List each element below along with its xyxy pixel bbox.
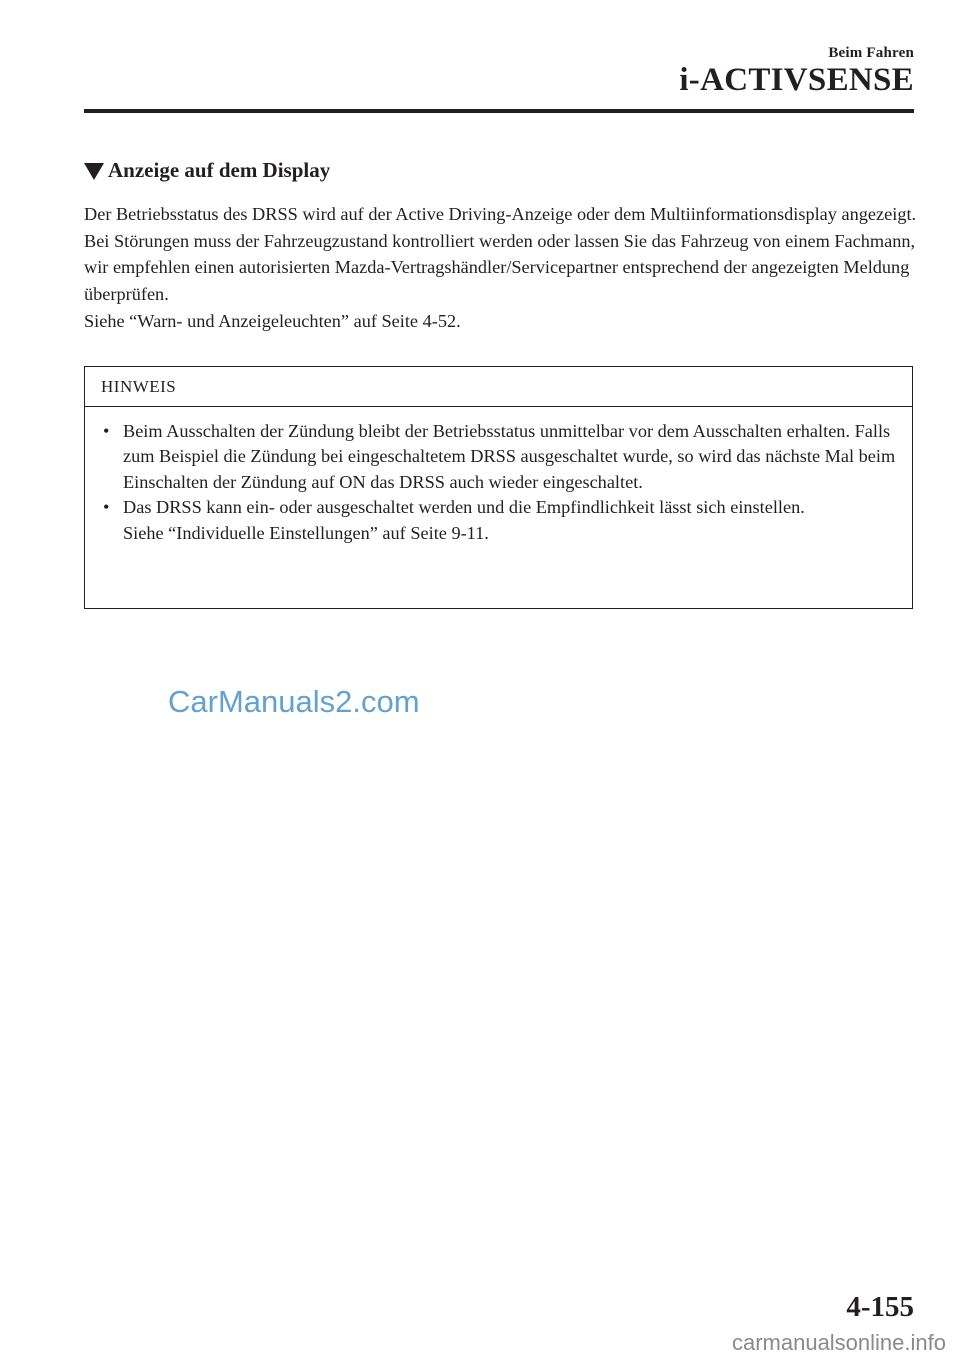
triangle-down-icon bbox=[84, 163, 104, 180]
note-item-text: Das DRSS kann ein- oder ausgeschaltet werden und die Empfindlichkeit lässt sich einstellen. bbox=[123, 497, 805, 518]
watermark: CarManuals2.com bbox=[168, 684, 420, 719]
body-reference: Siehe “Warn- und Anzeigeleuchten” auf Seite 4-52. bbox=[84, 310, 461, 331]
note-item-reference: Siehe “Individuelle Einstellungen” auf Seite 9-11. bbox=[123, 522, 489, 543]
body-paragraph: Der Betriebsstatus des DRSS wird auf der Active Driving-Anzeige oder dem Multiinformationsdisplay angezeigt. Bei Störungen muss der Fahrzeugzustand kontrolliert werden oder lassen Sie das Fahrzeug von einem Fachmann, wir empfehlen einen autorisierten Mazda-Vertragshändler/Servicepartner entsprechend der angezeigten Meldung überprüfen. bbox=[84, 204, 917, 305]
note-item bbox=[101, 495, 902, 546]
footer-site-link[interactable]: carmanualsonline.info bbox=[731, 1330, 946, 1355]
note-item-text: Beim Ausschalten der Zündung bleibt der Betriebsstatus unmittelbar vor dem Ausschalten erhalten. Falls zum Beispiel die Zündung bei eingeschaltetem DRSS ausgeschaltet wurde, so wird das nächste Mal beim Einschalten der Zündung auf ON das DRSS auch wieder eingeschaltet. bbox=[123, 421, 896, 492]
body-text bbox=[84, 201, 924, 335]
note-box bbox=[84, 366, 913, 609]
note-title: HINWEIS bbox=[85, 367, 912, 407]
bullet-icon: • bbox=[103, 497, 110, 518]
section-title: i-ACTIVSENSE bbox=[679, 62, 914, 98]
subsection-heading bbox=[84, 158, 330, 183]
note-item bbox=[101, 419, 902, 495]
note-list bbox=[85, 407, 912, 546]
chapter-title: Beim Fahren bbox=[828, 45, 914, 61]
subsection-heading-text: Anzeige auf dem Display bbox=[108, 158, 331, 182]
page-number: 4-155 bbox=[846, 1291, 914, 1323]
bullet-icon: • bbox=[103, 421, 110, 441]
header-rule bbox=[84, 109, 914, 113]
